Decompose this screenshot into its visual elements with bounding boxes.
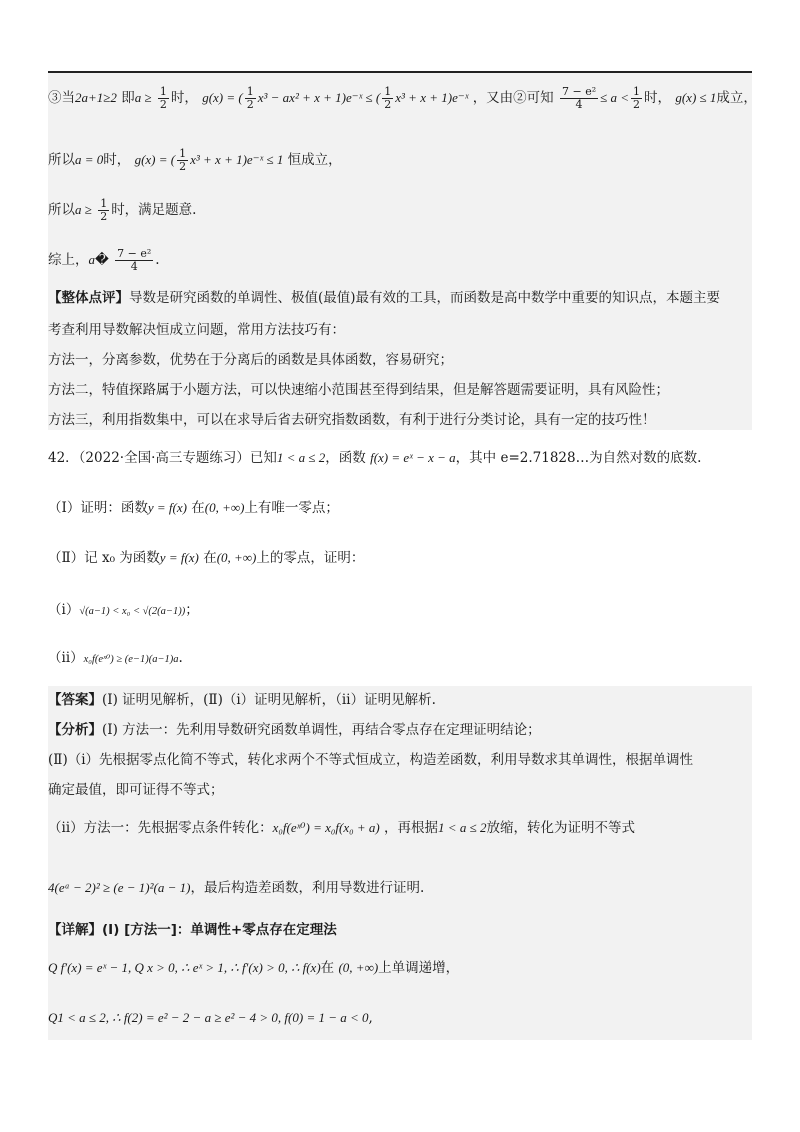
a-half-line: 所以a ≥ $\frac{1}{2}$ 时，满足题意. (48, 197, 197, 223)
review-line-2: 考查利用导数解决恒成立问题，常用方法技巧有： (48, 322, 345, 338)
analysis-line-3: 确定最值，即可证得不等式； (48, 782, 224, 798)
question-42: 42．（2022·全国·高三专题练习）已知1 < a ≤ 2，函数 f(x) = eˣ − x − a，其中 e=2.71828…为自然对数的底数. (48, 450, 702, 466)
detail-line-1: Q f′(x) = eˣ − 1, Q x > 0, ∴ eˣ > 1, ∴ f′(x) > 0, ∴ f(x)在 (0, +∞)上单调递增， (48, 960, 460, 976)
answer-line: 【答案】(Ⅰ) 证明见解析，(Ⅱ)（ⅰ）证明见解析，（ⅱ）证明见解析. (48, 692, 436, 708)
part-2: （Ⅱ）记 x₀ 为函数y = f(x) 在(0, +∞)上的零点，证明： (48, 550, 365, 566)
part-2-ii: （ⅱ）x₀f(eˣ⁰) ≥ (e−1)(a−1)a. (48, 650, 183, 666)
detail-heading: 【详解】(Ⅰ) [方法一]：单调性+零点存在定理法 (48, 922, 337, 938)
conclusion-line: 综上，a� $\frac{\text{7 − e²}}{4}$ . (48, 247, 160, 273)
detail-line-2: Q1 < a ≤ 2, ∴ f(2) = e² − 2 − a ≥ e² − 4 > 0, f(0) = 1 − a < 0, (48, 1010, 373, 1026)
review-line-1: 【整体点评】导数是研究函数的单调性、极值(最值)最有效的工具，而函数是高中数学中重要的知识点，本题主要 (48, 290, 721, 306)
review-method-2: 方法二，特值探路属于小题方法，可以快速缩小范围甚至得到结果，但是解答题需要证明，具有风险性； (48, 382, 669, 398)
review-method-3: 方法三，利用指数集中，可以在求导后省去研究指数函数，有利于进行分类讨论，具有一定的技巧性！ (48, 412, 656, 428)
analysis-line-2: (Ⅱ)（ⅰ）先根据零点化简不等式，转化求两个不等式恒成立，构造差函数，利用导数求其单调性，根据单调性 (48, 752, 694, 768)
case3-line: ③当2a+1≥2 即a ≥ $\frac{1}{2}$ 时， g(x) = ( $\frac{1}{2}$ x³ − ax² + x + 1)e⁻ˣ ≤ ( $\frac{1}{2}$ x³ + x + 1)e⁻ˣ ，又由②可知 $\frac{\text{7 − e²}}{4}$ ≤ a < $\frac{1}{2}$ 时， g(x) ≤ 1成立， (48, 85, 757, 111)
part-2-i: （ⅰ）√(a−1) < x₀ < √(2(a−1))； (48, 602, 199, 618)
a-zero-line: 所以a = 0时， g(x) = ( $\frac{1}{2}$ x³ + x + 1)e⁻ˣ ≤ 1 恒成立， (48, 147, 342, 173)
analysis-line-5: 4(eᵃ − 2)² ≥ (e − 1)²(a − 1)，最后构造差函数，利用导数进行证明. (48, 880, 425, 896)
review-method-1: 方法一，分离参数，优势在于分离后的函数是具体函数，容易研究； (48, 352, 453, 368)
part-1: （Ⅰ）证明：函数y = f(x) 在(0, +∞)上有唯一零点； (48, 500, 339, 516)
analysis-line-1: 【分析】(Ⅰ) 方法一：先利用导数研究函数单调性，再结合零点存在定理证明结论； (48, 722, 541, 738)
analysis-line-4: （ⅱ）方法一：先根据零点条件转化：x₀f(eˣ⁰) = x₀f(x₀ + a) ，再根据1 < a ≤ 2放缩，转化为证明不等式 (48, 820, 635, 836)
